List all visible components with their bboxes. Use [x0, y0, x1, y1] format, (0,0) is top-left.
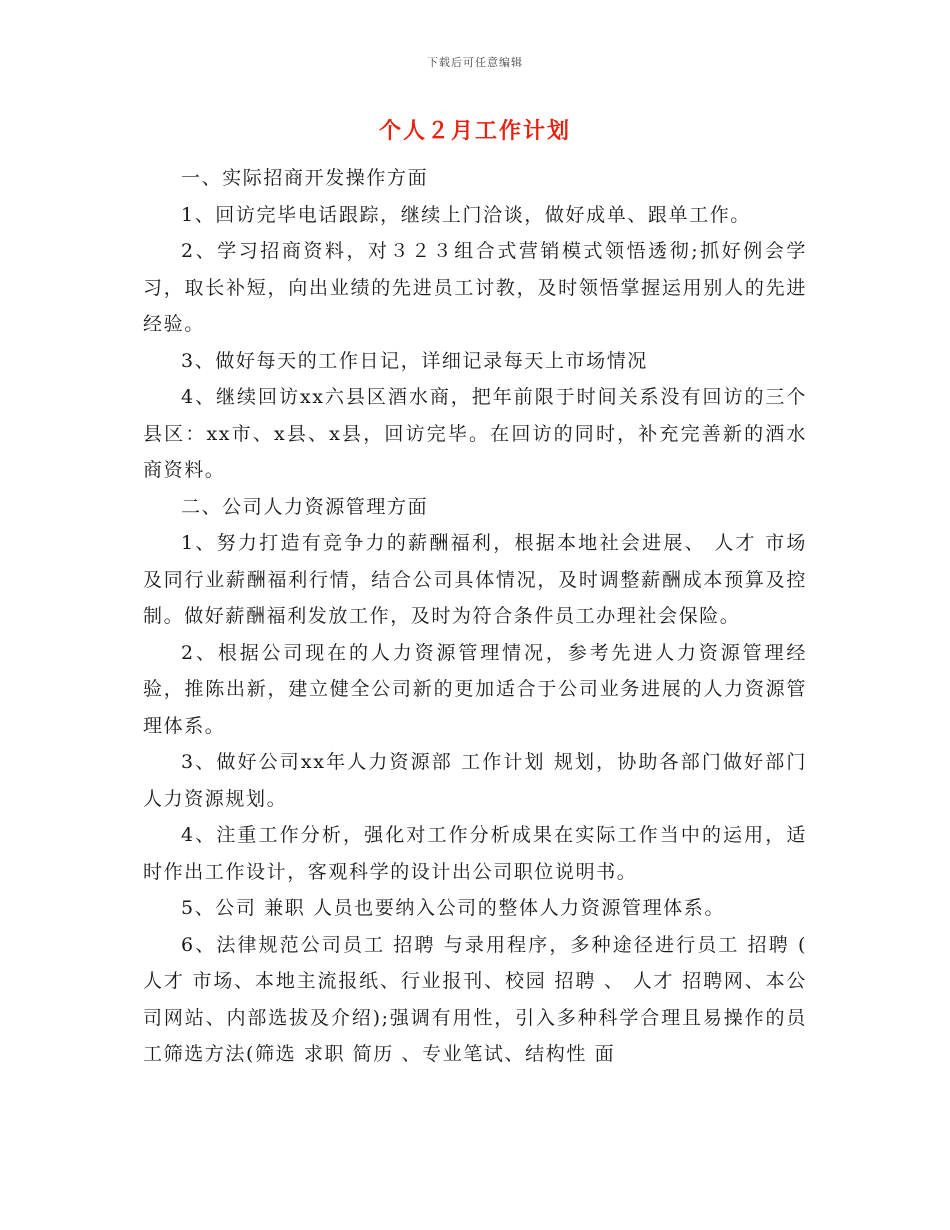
document-title: 个人２月工作计划 [378, 118, 571, 144]
section-heading-1: 一、实际招商开发操作方面 [181, 167, 429, 189]
paragraph: 5、公司 兼职 人员也要纳入公司的整体人力资源管理体系。 [181, 897, 725, 919]
paragraph: 2、学习招商资料，对３２３组合式营销模式领悟透彻;抓好例会学习，取长补短，向出业绩的先进员工讨教，及时领悟掌握运用别人的先进经验。 [143, 240, 807, 335]
paragraph: 2、根据公司现在的人力资源管理情况，参考先进人力资源管理经验，推陈出新，建立健全公司新的更加适合于公司业务进展的人力资源管理体系。 [143, 641, 807, 737]
paragraph: 6、法律规范公司员工 招聘 与录用程序，多种途径进行员工 招聘 ( 人才 市场、本地主流报纸、行业报刊、校园 招聘 、 人才 招聘网、本公司网站、内部选拔及介绍);强调有用性，引入多种科学合理且易操作的员工筛选方法(筛选 求职 简历 、专业笔试、结构性 面 [143, 933, 807, 1065]
paragraph: 1、努力打造有竞争力的薪酬福利，根据本地社会进展、 人才 市场及同行业薪酬福利行情，结合公司具体情况，及时调整薪酬成本预算及控制。做好薪酬福利发放工作，及时为符合条件员工办理社会保险。 [143, 532, 807, 627]
document-body [143, 160, 807, 1073]
header-note: 下载后可任意编辑 [427, 56, 523, 69]
paragraph: 3、做好公司xx年人力资源部 工作计划 规划，协助各部门做好部门人力资源规划。 [143, 751, 807, 810]
paragraph: 4、注重工作分析，强化对工作分析成果在实际工作当中的运用，适时作出工作设计，客观科学的设计出公司职位说明书。 [143, 824, 807, 883]
paragraph: 1、回访完毕电话跟踪，继续上门洽谈，做好成单、跟单工作。 [181, 203, 751, 226]
paragraph: 4、继续回访xx六县区酒水商，把年前限于时间关系没有回访的三个县区：xx市、x县、x县，回访完毕。在回访的同时，补充完善新的酒水商资料。 [143, 386, 807, 481]
paragraph: 3、做好每天的工作日记，详细记录每天上市场情况 [181, 349, 648, 372]
section-heading-2: 二、公司人力资源管理方面 [181, 495, 429, 518]
